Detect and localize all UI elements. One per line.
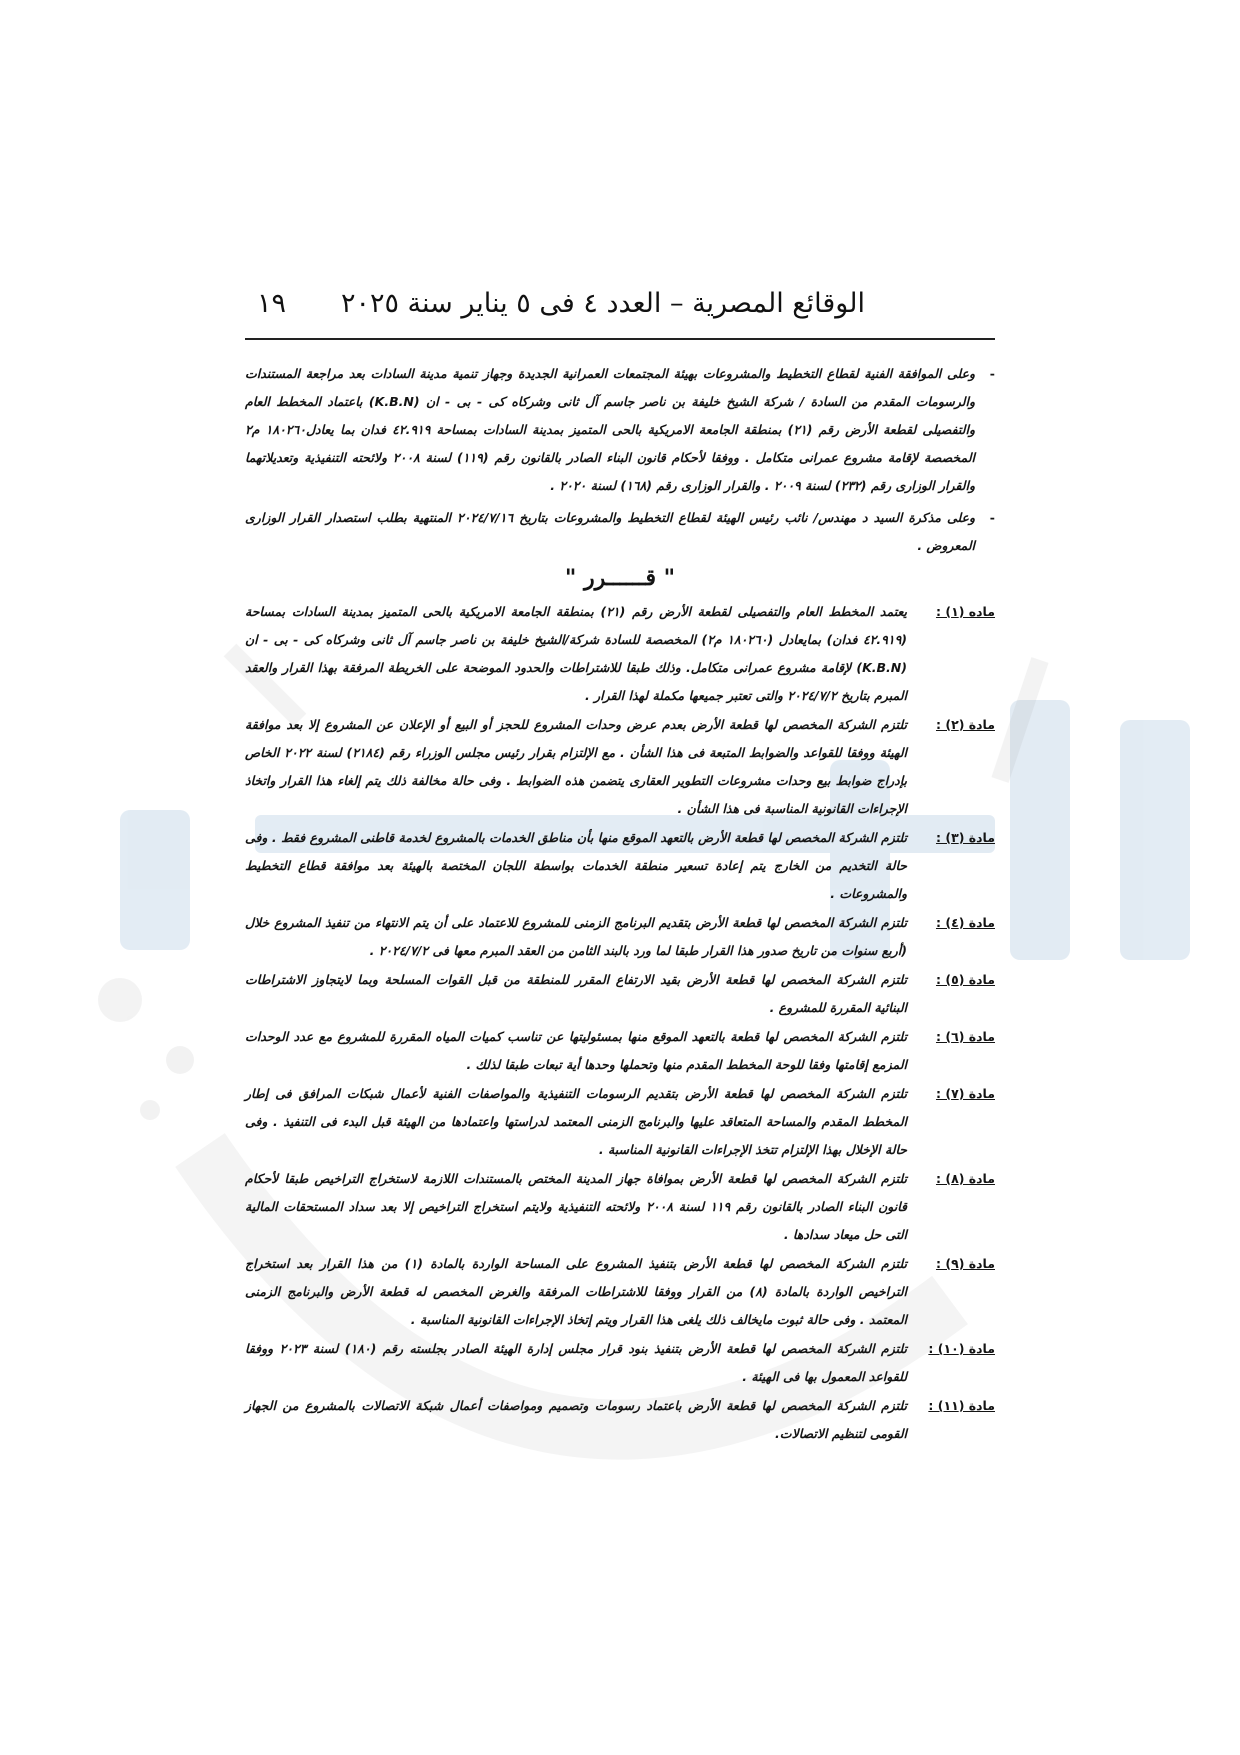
article-10: [245, 1335, 995, 1391]
page-number: ١٩: [257, 288, 287, 319]
article-7: [245, 1080, 995, 1164]
preamble-paragraph: [245, 504, 995, 560]
article-text: تلتزم الشركة المخصص لها قطعة الأرض باعتماد رسومات وتصميم ومواصفات أعمال شبكة الاتصالات بالمشروع من الجهاز القومى لتنظيم الاتصالات.: [245, 1398, 907, 1441]
preamble-paragraph: [245, 360, 995, 500]
article-2: [245, 711, 995, 823]
article-text: تلتزم الشركة المخصص لها قطعة بالتعهد الموقع منها بمسئوليتها عن تناسب كميات المياه المقررة للمشروع مع عدد الوحدات المزمع إقامتها وفقا للوحة المخطط المقدم منها وتحملها وحدها أية تبعات طبقا لذلك .: [245, 1029, 907, 1072]
gazette-title: الوقائع المصرية – العدد ٤ فى ٥ يناير سنة ٢٠٢٥: [340, 288, 865, 319]
article-text: يعتمد المخطط العام والتفصيلى لقطعة الأرض رقم (٢١) بمنطقة الجامعة الامريكية بالحى المتميز بمدينة السادات بمساحة (٤٢.٩١٩ فدان) بمايعادل (١٨٠٢٦٠ م٢) المخصصة للسادة شركة/الشيخ خليفة بن ناصر جاسم آل ثانى وشركاه كى - بى - ان (K.B.N) لإقامة مشروع عمرانى متكامل. وذلك طبقا للاشتراطات والحدود الموضحة على الخريطة المرفقة بهذا القرار والعقد المبرم بتاريخ ٢٠٢٤/٧/٢ والتى تعتبر جميعها مكملة لهذا القرار .: [245, 604, 908, 703]
article-8: [245, 1165, 995, 1249]
article-text: تلتزم الشركة المخصص لها قطعة الأرض بقيد الارتفاع المقرر للمنطقة من قبل القوات المسلحة وبما لايتجاوز الاشتراطات البنائية المقررة للمشروع .: [245, 972, 907, 1015]
article-text: تلتزم الشركة المخصص لها قطعة الأرض بموافاة جهاز المدينة المختص بالمستندات اللازمة لاستخراج التراخيص طبقا لأحكام قانون البناء الصادر بالقانون رقم ١١٩ لسنة ٢٠٠٨ ولائحته التنفيذية ولايتم استخراج التراخيص إلا بعد سداد المستحقات المالية التى حل ميعاد سدادها .: [245, 1171, 908, 1242]
article-text: تلتزم الشركة المخصص لها قطعة الأرض بتنفيذ بنود قرار مجلس إدارة الهيئة الصادر بجلسته رقم (١٨٠) لسنة ٢٠٢٣ ووفقا للقواعد المعمول بها فى الهيئة .: [245, 1341, 907, 1384]
article-1: [245, 598, 995, 710]
article-label: مادة (٦) :: [935, 1029, 995, 1044]
article-9: [245, 1250, 995, 1334]
article-label: مادة (٥) :: [935, 972, 995, 987]
page-header: [245, 288, 995, 340]
article-text: تلتزم الشركة المخصص لها قطعة الأرض بتنفيذ المشروع على المساحة الواردة بالمادة (١) من هذا القرار بعد استخراج التراخيص الواردة بالمادة (٨) من القرار ووفقا للاشتراطات المرفقة والغرض المخصص له قطعة الأرض والبرنامج الزمنى المعتمد . وفى حالة ثبوت مايخالف ذلك يلغى هذا القرار ويتم إتخاذ الإجراءات القانونية المناسبة .: [245, 1256, 908, 1327]
article-label: مادة (٤) :: [935, 915, 995, 930]
bullet-dash: -: [989, 510, 995, 525]
article-label: مادة (٧) :: [935, 1086, 995, 1101]
article-label: مادة (١٠) :: [928, 1341, 995, 1356]
article-text: تلتزم الشركة المخصص لها قطعة الأرض بعدم عرض وحدات المشروع للحجز أو البيع أو الإعلان عن المشروع إلا بعد موافقة الهيئة ووفقا للقواعد والضوابط المتبعة فى هذا الشأن . مع الإلتزام بقرار رئيس مجلس الوزراء رقم (٢١٨٤) لسنة ٢٠٢٢ الخاص بإدراج ضوابط بيع وحدات مشروعات التطوير العقارى يتضمن هذه الضوابط . وفى حالة مخالفة ذلك يتم إلغاء هذا القرار واتخاذ الإجراءات القانونية المناسبة فى هذا الشأن .: [245, 717, 907, 816]
preamble-text: وعلى الموافقة الفنية لقطاع التخطيط والمشروعات بهيئة المجتمعات العمرانية الجديدة وجهاز تنمية مدينة السادات بعد مراجعة المستندات والرسومات المقدم من السادة / شركة الشيخ خليفة بن ناصر جاسم آل ثانى وشركاه كى - بى - ان (K.B.N) باعتماد المخطط العام والتفصيلى لقطعة الأرض رقم (٢١) بمنطقة الجامعة الامريكية بالحى المتميز بمدينة السادات بمساحة ٤٢.٩١٩ فدان بما يعادل١٨٠٢٦٠ م٢ المخصصة لإقامة مشروع عمرانى متكامل . ووفقا لأحكام قانون البناء الصادر بالقانون رقم (١١٩) لسنة ٢٠٠٨ ولائحته التنفيذية وتعديلاتهما والقرار الوزارى رقم (٢٣٢) لسنة ٢٠٠٩ . والقرار الوزارى رقم (١٦٨) لسنة ٢٠٢٠ .: [245, 366, 975, 493]
preamble-text: وعلى مذكرة السيد د مهندس/ نائب رئيس الهيئة لقطاع التخطيط والمشروعات بتاريخ ٢٠٢٤/٧/١٦ المنتهية بطلب استصدار القرار الوزارى المعروض .: [245, 510, 976, 553]
article-3: [245, 824, 995, 908]
article-6: [245, 1023, 995, 1079]
article-text: تلتزم الشركة المخصص لها قطعة الأرض بتقديم البرنامج الزمنى للمشروع للاعتماد على أن يتم الانتهاء من تنفيذ المشروع خلال (أربع سنوات من تاريخ صدور هذا القرار طبقا لما ورد بالبند الثامن من العقد المبرم معها فى ٢٠٢٤/٧/٢ .: [245, 915, 908, 958]
article-4: [245, 909, 995, 965]
decision-heading: " قــــــرر ": [564, 565, 676, 591]
article-label: مادة (٨) :: [935, 1171, 995, 1186]
article-label: مادة (٣) :: [935, 830, 995, 845]
article-label: ماده (١) :: [935, 604, 995, 619]
article-label: مادة (٢) :: [935, 717, 995, 732]
document-body: [245, 360, 995, 1449]
bullet-dash: -: [989, 366, 995, 381]
article-5: [245, 966, 995, 1022]
article-text: تلتزم الشركة المخصص لها قطعة الأرض بتقديم الرسومات التنفيذية والمواصفات الفنية لأعمال شبكات المرافق فى إطار المخطط المقدم والمساحة المتعاقد عليها والبرنامج الزمنى المعتمد لدراستها واعتمادها من الهيئة قبل البدء فى التنفيذ . وفى حالة الإخلال بهذا الإلتزام تتخذ الإجراءات القانونية المناسبة .: [245, 1086, 907, 1157]
article-text: تلتزم الشركة المخصص لها قطعة الأرض بالتعهد الموقع منها بأن مناطق الخدمات بالمشروع لخدمة قاطنى المشروع فقط . وفى حالة التخديم من الخارج يتم إعادة تسعير منطقة الخدمات بواسطة اللجان المختصة بالهيئة بعد موافقة قطاع التخطيط والمشروعات .: [245, 830, 907, 901]
article-label: مادة (١١) :: [928, 1398, 995, 1413]
article-label: مادة (٩) :: [935, 1256, 995, 1271]
article-11: [245, 1392, 995, 1448]
